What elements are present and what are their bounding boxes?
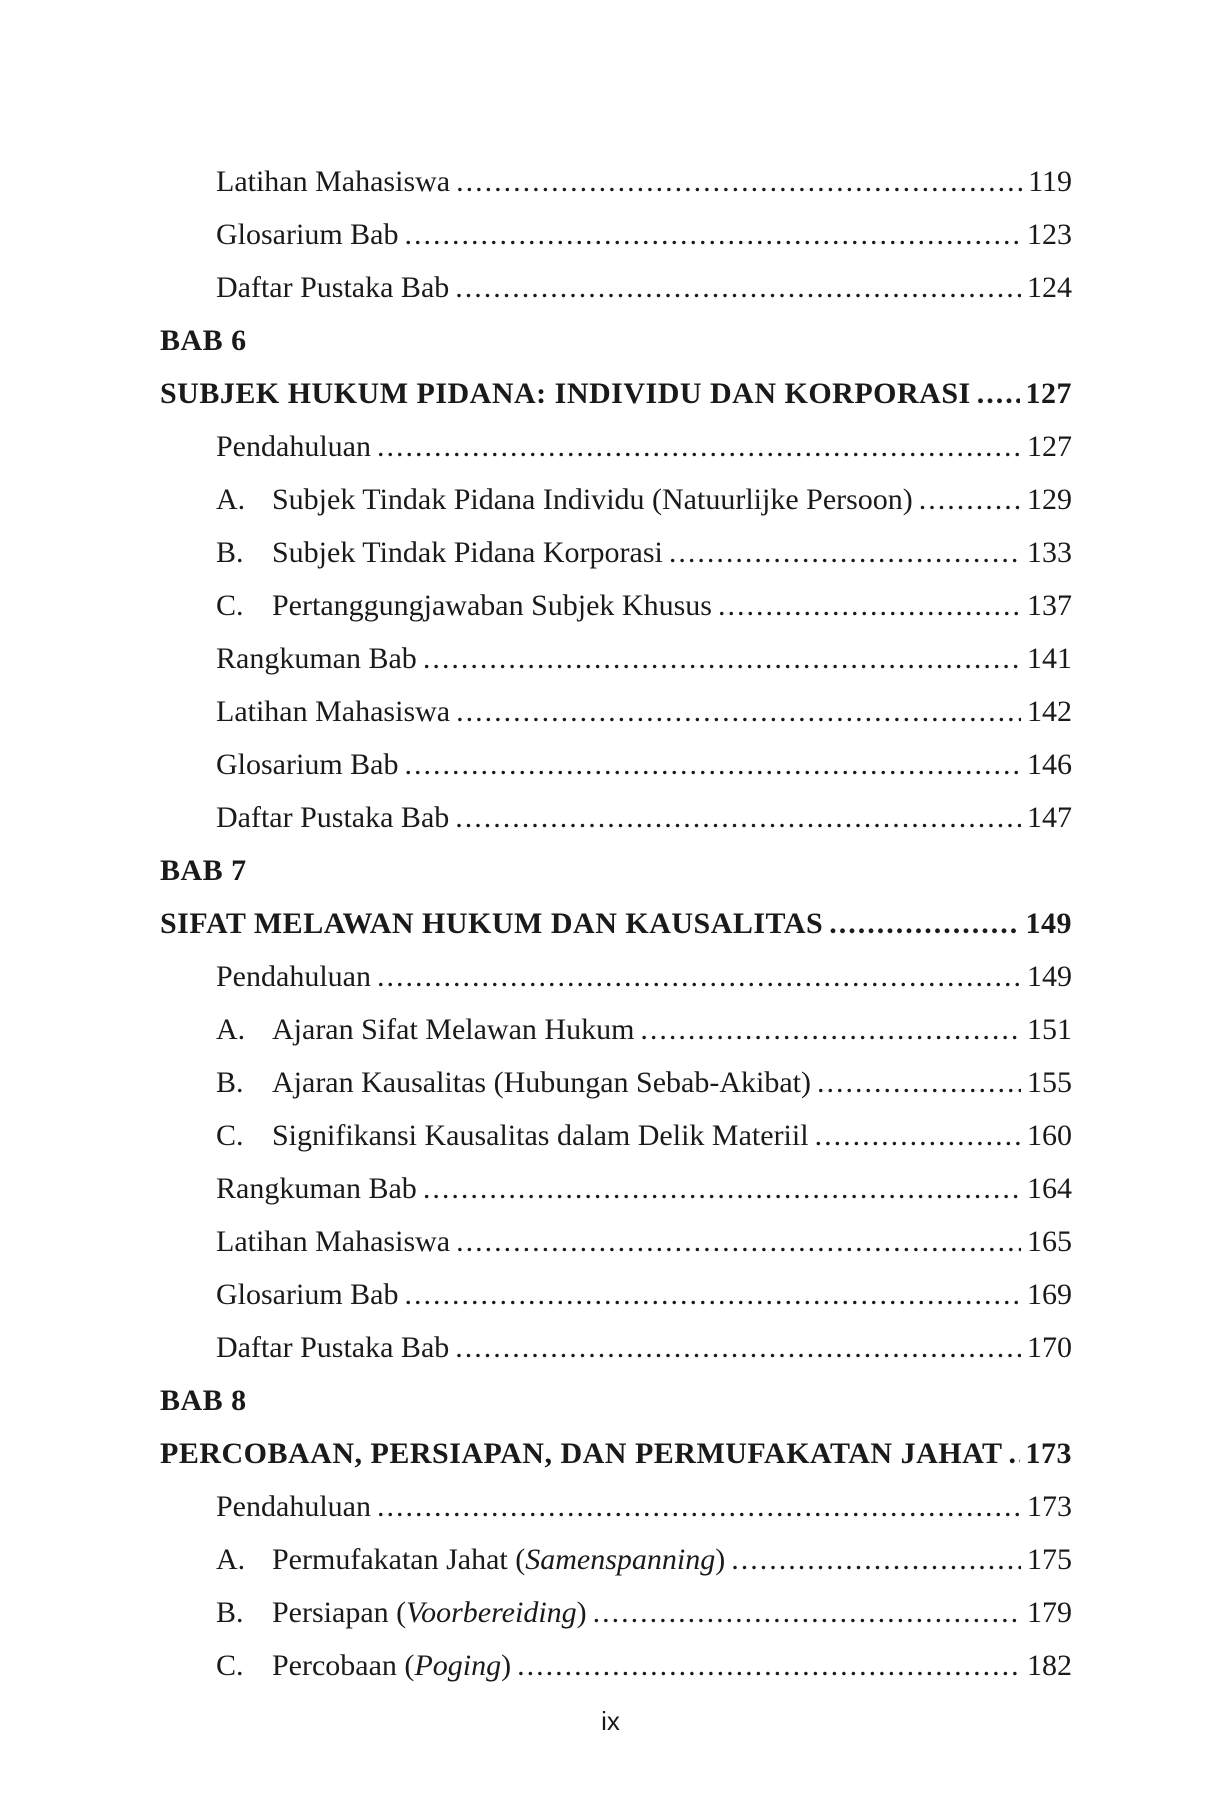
toc-entry-title: Pendahuluan	[216, 960, 371, 993]
toc-entry-letter: A.	[216, 1543, 246, 1576]
toc-entry-title: SUBJEK HUKUM PIDANA: INDIVIDU DAN KORPORASI	[160, 377, 971, 410]
dot-leader	[817, 1056, 1021, 1109]
toc-entry[interactable]	[160, 208, 1072, 261]
toc-entry[interactable]	[160, 1162, 1072, 1215]
dot-leader	[640, 1003, 1021, 1056]
toc-entry-letter: C.	[216, 589, 244, 622]
toc-entry[interactable]	[160, 1321, 1072, 1374]
toc-entry-page: 141	[1027, 642, 1072, 675]
toc-entry-title: Glosarium Bab	[216, 218, 399, 251]
dot-leader	[718, 579, 1021, 632]
dot-leader	[423, 632, 1021, 685]
toc-entry[interactable]	[160, 526, 1072, 579]
toc-entry-title: Ajaran Sifat Melawan Hukum	[272, 1013, 635, 1046]
dot-leader	[377, 420, 1021, 473]
toc-entry-title: PERCOBAAN, PERSIAPAN, DAN PERMUFAKATAN JAHAT	[160, 1437, 1003, 1470]
toc-entry-page: 146	[1027, 748, 1072, 781]
toc-entry-page: 169	[1027, 1278, 1072, 1311]
toc-entry-title: Latihan Mahasiswa	[216, 1225, 451, 1258]
table-of-contents	[160, 155, 1072, 1692]
toc-entry-title	[272, 1586, 587, 1639]
dot-leader	[404, 208, 1021, 261]
toc-entry-title-italic: Poging	[414, 1649, 502, 1682]
toc-entry-title: Subjek Tindak Pidana Individu (Natuurlijke Persoon)	[272, 483, 913, 516]
toc-entry-page: 119	[1028, 165, 1072, 198]
toc-entry-title	[272, 1639, 511, 1692]
dot-leader	[456, 1215, 1021, 1268]
toc-entry-title-text: Permufakatan Jahat (	[272, 1543, 526, 1576]
toc-entry-page: 173	[1027, 1490, 1072, 1523]
chapter-number: BAB 6	[160, 324, 247, 357]
dot-leader	[456, 685, 1021, 738]
dot-leader	[731, 1533, 1021, 1586]
toc-entry-title-text: Percobaan (	[272, 1649, 415, 1682]
toc-entry-page: 182	[1027, 1649, 1072, 1682]
toc-entry-page: 129	[1027, 483, 1072, 516]
page-number: ix	[601, 1706, 620, 1736]
toc-entry-page: 179	[1027, 1596, 1072, 1629]
dot-leader	[377, 950, 1021, 1003]
toc-entry[interactable]	[160, 738, 1072, 791]
toc-entry-page: 175	[1027, 1543, 1072, 1576]
toc-entry-title: Pendahuluan	[216, 430, 371, 463]
toc-entry-page: 149	[1025, 907, 1072, 940]
toc-entry[interactable]	[160, 1480, 1072, 1533]
dot-leader	[423, 1162, 1021, 1215]
toc-entry-page: 142	[1027, 695, 1072, 728]
toc-entry[interactable]	[160, 579, 1072, 632]
toc-entry-page: 170	[1027, 1331, 1072, 1364]
toc-entry-title: Subjek Tindak Pidana Korporasi	[272, 536, 663, 569]
toc-entry-letter: B.	[216, 1066, 244, 1099]
dot-leader	[815, 1109, 1021, 1162]
toc-entry-title: Glosarium Bab	[216, 1278, 399, 1311]
toc-entry-page: 151	[1027, 1013, 1072, 1046]
toc-entry-title: Daftar Pustaka Bab	[216, 801, 450, 834]
toc-entry-letter: C.	[216, 1119, 244, 1152]
dot-leader	[517, 1639, 1021, 1692]
toc-entry-title: Daftar Pustaka Bab	[216, 271, 450, 304]
toc-entry[interactable]	[160, 1215, 1072, 1268]
dot-leader	[456, 155, 1022, 208]
toc-entry-title-close: )	[715, 1543, 726, 1576]
toc-entry[interactable]	[160, 1268, 1072, 1321]
dot-leader	[829, 897, 1019, 950]
toc-entry-title-text: Persiapan (	[272, 1596, 407, 1629]
dot-leader	[404, 738, 1021, 791]
toc-entry-title-close: )	[576, 1596, 587, 1629]
toc-entry[interactable]	[160, 473, 1072, 526]
toc-entry-title: Rangkuman Bab	[216, 642, 417, 675]
toc-entry[interactable]	[160, 1003, 1072, 1056]
toc-entry-title: Daftar Pustaka Bab	[216, 1331, 450, 1364]
chapter-number: BAB 7	[160, 854, 247, 887]
dot-leader	[593, 1586, 1021, 1639]
toc-entry[interactable]	[160, 1586, 1072, 1639]
toc-entry[interactable]	[160, 420, 1072, 473]
dot-leader	[977, 367, 1020, 420]
toc-entry-page: 147	[1027, 801, 1072, 834]
toc-entry-page: 164	[1027, 1172, 1072, 1205]
toc-chapter-entry[interactable]	[160, 897, 1072, 950]
toc-entry[interactable]	[160, 1533, 1072, 1586]
toc-chapter-entry[interactable]	[160, 367, 1072, 420]
toc-entry-title: SIFAT MELAWAN HUKUM DAN KAUSALITAS	[160, 907, 824, 940]
dot-leader	[455, 261, 1021, 314]
toc-entry-page: 127	[1025, 377, 1072, 410]
toc-entry-letter: A.	[216, 483, 246, 516]
toc-entry-title: Ajaran Kausalitas (Hubungan Sebab-Akibat)	[272, 1066, 812, 1099]
dot-leader	[404, 1268, 1021, 1321]
chapter-number: BAB 8	[160, 1384, 247, 1417]
toc-entry-page: 133	[1027, 536, 1072, 569]
dot-leader	[455, 791, 1021, 844]
toc-entry-page: 173	[1025, 1437, 1072, 1470]
dot-leader	[377, 1480, 1021, 1533]
toc-entry-title: Glosarium Bab	[216, 748, 399, 781]
toc-entry-page: 137	[1027, 589, 1072, 622]
toc-entry[interactable]	[160, 261, 1072, 314]
dot-leader	[919, 473, 1021, 526]
toc-entry[interactable]	[160, 1639, 1072, 1692]
toc-entry-title: Rangkuman Bab	[216, 1172, 417, 1205]
dot-leader	[669, 526, 1021, 579]
toc-entry-title: Signifikansi Kausalitas dalam Delik Materiil	[272, 1119, 809, 1152]
toc-entry-title: Pertanggungjawaban Subjek Khusus	[272, 589, 712, 622]
toc-entry-title-italic: Voorbereiding	[406, 1596, 577, 1629]
toc-entry-title: Latihan Mahasiswa	[216, 695, 451, 728]
toc-entry-title-close: )	[501, 1649, 512, 1682]
toc-entry-page: 127	[1027, 430, 1072, 463]
toc-entry[interactable]	[160, 1056, 1072, 1109]
toc-entry[interactable]	[160, 632, 1072, 685]
toc-entry-letter: C.	[216, 1649, 244, 1682]
toc-entry[interactable]	[160, 1109, 1072, 1162]
toc-entry-title-italic: Samenspanning	[525, 1543, 716, 1576]
toc-chapter-entry[interactable]	[160, 1427, 1072, 1480]
dot-leader	[455, 1321, 1021, 1374]
toc-entry-page: 124	[1027, 271, 1072, 304]
toc-entry[interactable]	[160, 950, 1072, 1003]
toc-entry[interactable]	[160, 685, 1072, 738]
toc-entry-title: Latihan Mahasiswa	[216, 165, 451, 198]
toc-entry-letter: B.	[216, 1596, 244, 1629]
toc-entry[interactable]	[160, 155, 1072, 208]
dot-leader	[1009, 1427, 1020, 1480]
toc-entry-page: 149	[1027, 960, 1072, 993]
toc-entry-letter: A.	[216, 1013, 246, 1046]
toc-entry-page: 155	[1027, 1066, 1072, 1099]
toc-entry-title: Pendahuluan	[216, 1490, 371, 1523]
toc-entry-page: 123	[1027, 218, 1072, 251]
toc-entry-letter: B.	[216, 536, 244, 569]
toc-entry[interactable]	[160, 791, 1072, 844]
toc-entry-title	[272, 1533, 725, 1586]
toc-entry-page: 160	[1027, 1119, 1072, 1152]
toc-entry-page: 165	[1027, 1225, 1072, 1258]
